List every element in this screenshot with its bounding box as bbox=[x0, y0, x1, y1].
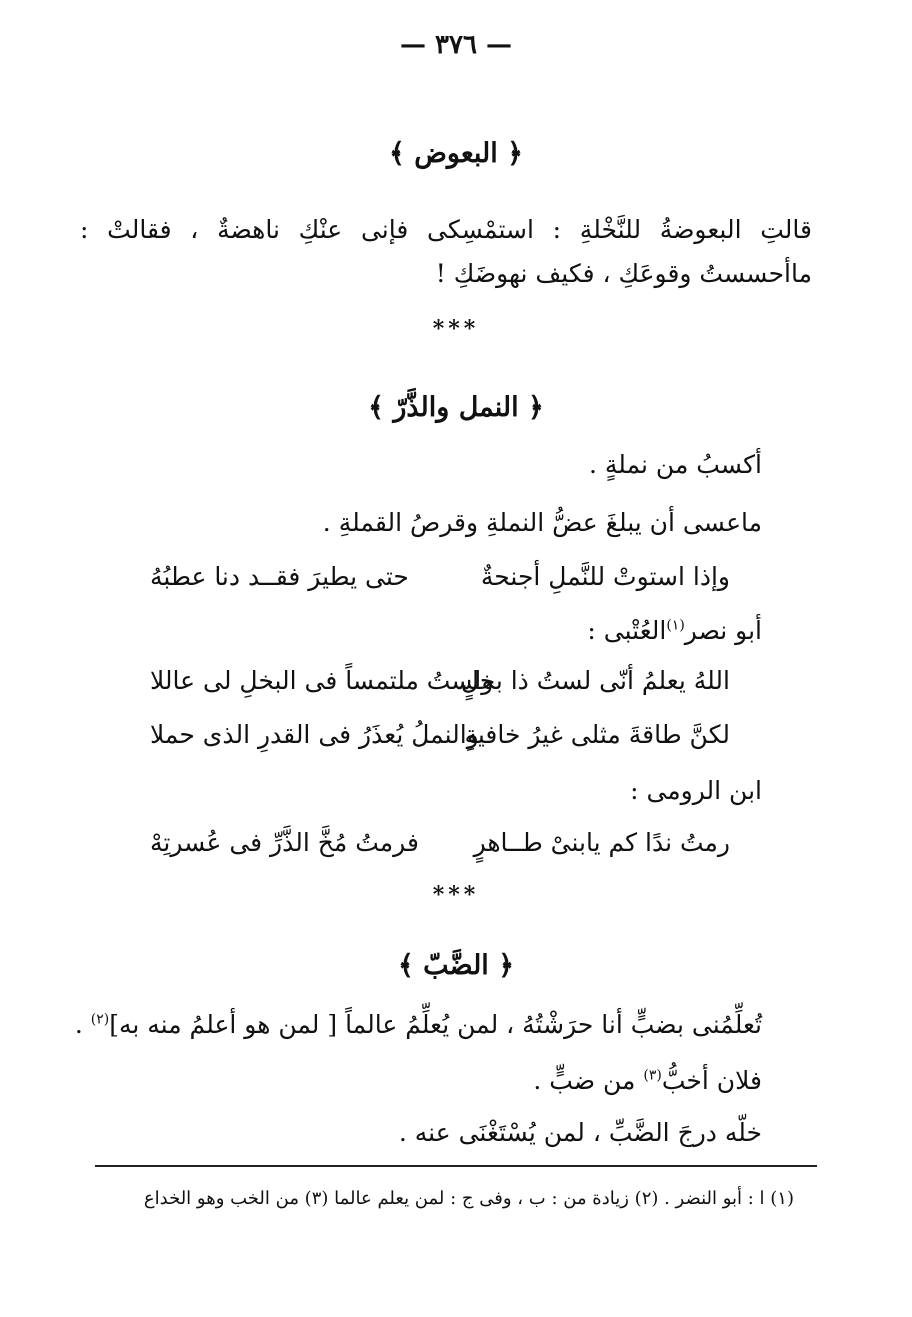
section-title-lizard: ﴿ الضَّبّ ﴾ bbox=[397, 950, 515, 981]
verse-hemistich-right: رمتُ ندًا كم يابنىْ طــاهرٍ bbox=[473, 828, 730, 857]
footnotes: (١) ا : أبو النضر . (٢) زيادة من : ب ، وفى ج : لمن يعلم عالما (٣) من الخب وهو الخداع bbox=[143, 1188, 794, 1209]
verse-hemistich-left: فرمتُ مُخَّ الذَّرِّ فى عُسرتِهْ bbox=[150, 828, 419, 857]
proverb-line: تُعلِّمُنى بضبٍّ أنا حرَشْتُهُ ، لمن يُعلِّمُ عالماً [ لمن هو أعلمُ منه به]$^{(٢)}$ . bbox=[74, 1010, 762, 1039]
verse-hemistich-right: وإذا استوتْ للنَّملِ أجنحةٌ bbox=[480, 562, 730, 591]
proverb-line: خلّه درجَ الضَّبِّ ، لمن يُسْتَغْنَى عنه . bbox=[398, 1118, 762, 1147]
verse-hemistich-left: حتى يطيرَ فقــد دنا عطبُهُ bbox=[150, 562, 409, 591]
proverb-line: فلان أخبُّ$^{(٣)}$ من ضبٍّ . bbox=[533, 1066, 762, 1095]
poet-attribution: أبو نصر$^{(١)}$العُتْبى : bbox=[587, 616, 762, 645]
poet-attribution: ابن الرومى : bbox=[630, 776, 762, 805]
verse-hemistich-left: والنملُ يُعذَرُ فى القدرِ الذى حملا bbox=[150, 720, 479, 749]
proverb-line: أكسبُ من نملةٍ . bbox=[589, 450, 762, 479]
section-separator: *** bbox=[432, 316, 480, 342]
verse-hemistich-left: ولستُ ملتمساً فى البخلِ لى عاللا bbox=[150, 666, 494, 695]
section-title-ants: ﴿ النمل والذَّرّ ﴾ bbox=[368, 392, 544, 423]
mosquito-paragraph: قالتِ البعوضةُ للنَّخْلةِ : استمْسِكى فإنى عنْكِ ناهضةٌ ، فقالتْ : ماأحسستُ وقوعَكِ ، فكيف نهوضَكِ ! bbox=[80, 215, 812, 288]
verse-hemistich-right: لكنَّ طاقةَ مثلى غيرُ خافيةٍ bbox=[464, 720, 730, 749]
proverb-line: ماعسى أن يبلغَ عضُّ النملةِ وقرصُ القملةِ . bbox=[322, 508, 762, 537]
footnote-divider bbox=[95, 1165, 817, 1167]
verse-hemistich-right: اللهُ يعلمُ أنّى لستُ ذا بخلٍ bbox=[460, 666, 730, 695]
section-separator: *** bbox=[432, 882, 480, 908]
section-title-mosquito: ﴿ البعوض ﴾ bbox=[389, 138, 523, 169]
page-number: — ٣٧٦ — bbox=[399, 30, 513, 60]
